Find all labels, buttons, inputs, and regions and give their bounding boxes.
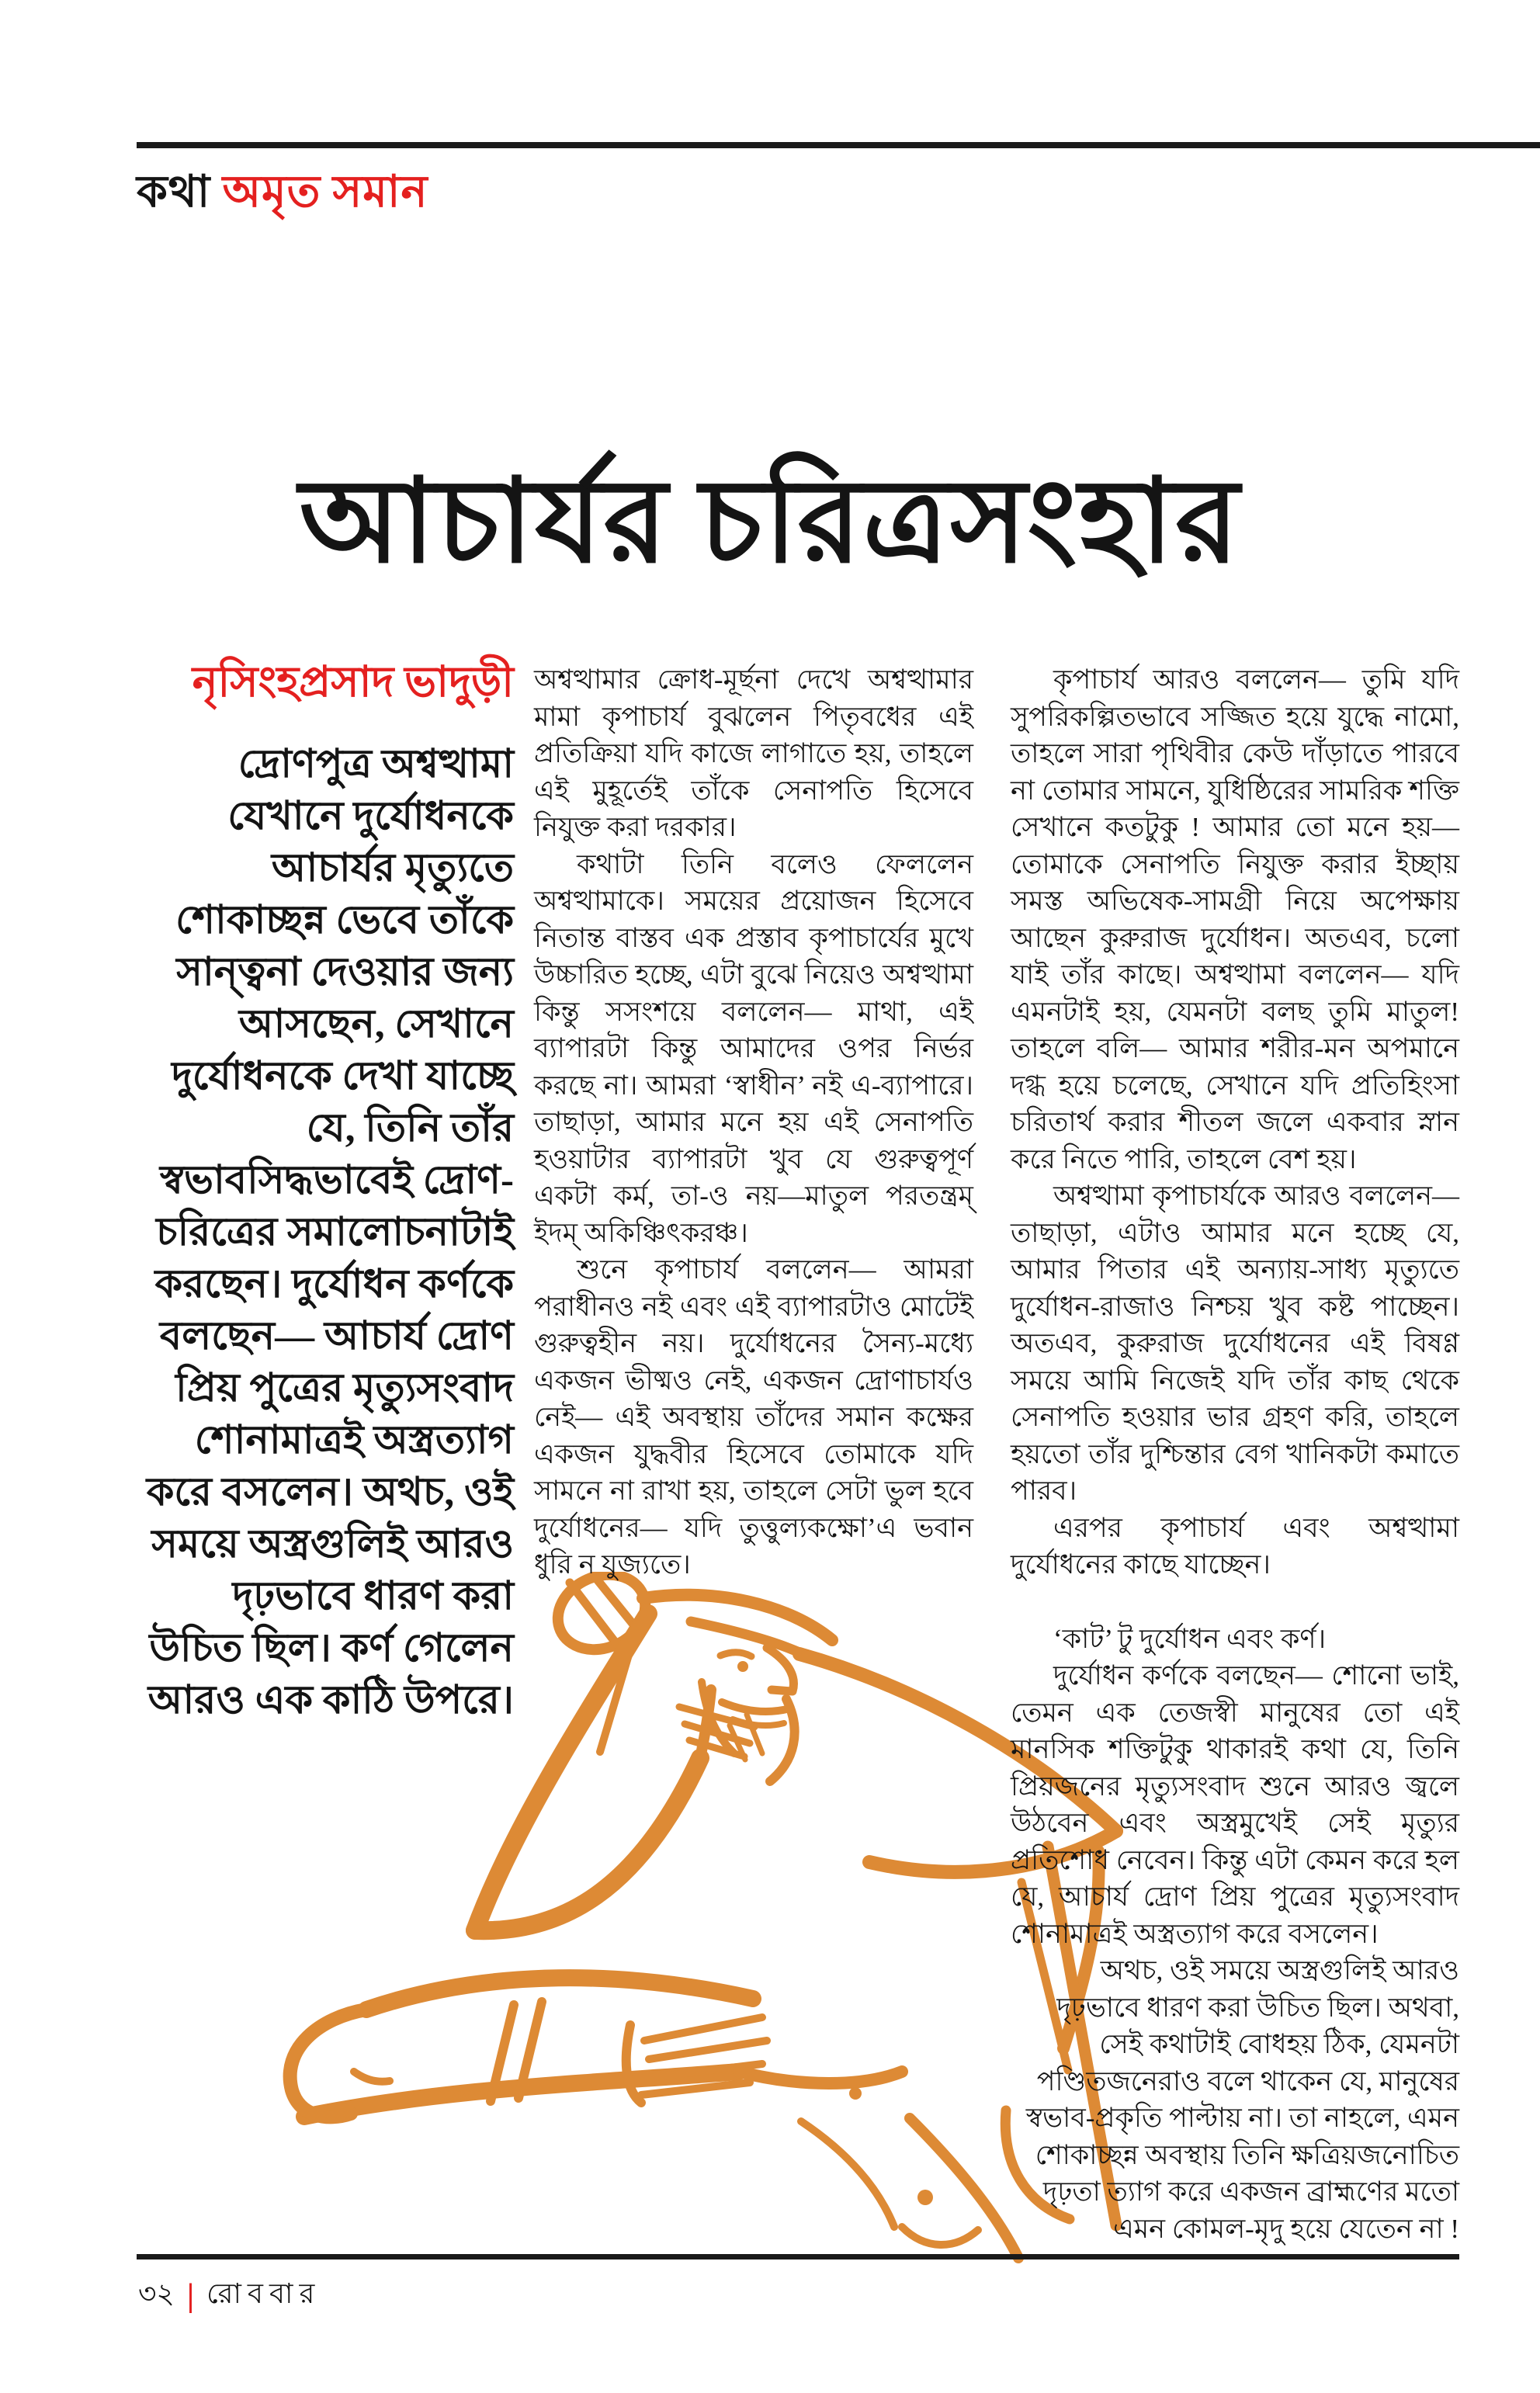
body-paragraph: কথাটা তিনি বলেও ফেললেন অশ্বত্থামাকে। সময়ের প্রয়োজন হিসেবে নিতান্ত বাস্তব এক প্রস্তাব কৃপাচার্যের মুখে উচ্চারিত হচ্ছে, এটা বুঝে নিয়েও অশ্বত্থামা কিন্তু সসংশয়ে বললেন— মাথা, এই ব্যাপারটা কিন্তু আমাদের ওপর নির্ভর করছে না। আমরা ‘স্বাধীন’ নই এ-ব্যাপারে। তাছাড়া, আমার মনে হয় এই সেনাপতি হওয়াটার ব্যাপারটা খুব যে গুরুত্বপূর্ণ একটা কর্ম, তা-ও নয়—মাতুল পরতন্ত্রম্ ইদম্ অকিঞ্চিৎকরঞ্চ। (534, 848, 973, 1248)
section-kicker (137, 158, 428, 232)
body-column-middle (534, 661, 973, 1583)
header-rule (137, 142, 1540, 148)
author-byline: নৃসিংহপ্রসাদ ভাদুড়ী (192, 658, 514, 706)
body-paragraph: কৃপাচার্য আরও বললেন— তুমি যদি সুপরিকল্পিতভাবে সজ্জিত হয়ে যুদ্ধে নামো, তাহলে সারা পৃথিবীর কেউ দাঁড়াতে পারবে না তোমার সামনে, যুধিষ্ঠিরের সামরিক শক্তি সেখানে কতটুকু ! আমার তো মনে হয়— তোমাকে সেনাপতি নিযুক্ত করার ইচ্ছায় সমস্ত অভিষেক-সামগ্রী নিয়ে অপেক্ষায় আছেন কুরুরাজ দুর্যোধন। অতএব, চলো যাই তাঁর কাছে। অশ্বত্থামা বললেন— যদি এমনটাই হয়, যেমনটা বলছ তুমি মাতুল! তাহলে বলি— আমার শরীর-মন অপমানে দগ্ধ হয়ে চলেছে, সেখানে যদি প্রতিহিংসা চরিতার্থ করার শীতল জলে একবার স্নান করে নিতে পারি, তাহলে বেশ হয়। (1011, 664, 1459, 1174)
page-number: ৩২ (138, 2278, 175, 2309)
body-paragraph: দুর্যোধন কর্ণকে বলছেন— শোনো ভাই, তেমন এক তেজস্বী মানুষের তো এই মানসিক শক্তিটুকু থাকারই কথা যে, তিনি প্রিয়জনের মৃত্যুসংবাদ শুনে আরও জ্বলে উঠবেন এবং অস্ত্রমুখেই সেই মৃত্যুর প্রতিশোধ নেবেন। কিন্তু এটা কেমন করে হল যে, আচার্য দ্রোণ প্রিয় পুত্রের মৃত্যুসংবাদ শোনামাত্রই অস্ত্রত্যাগ করে বসলেন। (1011, 1660, 1459, 1949)
article-title: আচার্যর চরিত্রসংহার (299, 458, 1241, 587)
body-column-right (1011, 661, 1459, 2247)
body-paragraph-wrapped: অথচ, ওই সময়ে অস্ত্রগুলিই আরও দৃঢ়ভাবে ধারণ করা উচিত ছিল। অথবা, সেই কথাটাই বোধহয় ঠিক, যেমনটা পণ্ডিতজনেরাও বলে থাকেন যে, মানুষের স্বভাব-প্রকৃতি পাল্টায় না। তা নাহলে, এমন শোকাচ্ছন্ন অবস্থায় তিনি ক্ষত্রিয়জনোচিত দৃঢ়তা ত্যাগ করে একজন ব্রাহ্মণের মতো এমন কোমল-মৃদু হয়ে যেতেন না ! (1025, 1955, 1459, 2244)
magazine-name: রোববার (206, 2278, 321, 2309)
footer-rule (137, 2254, 1459, 2259)
body-paragraph: শুনে কৃপাচার্য বললেন— আমরা পরাধীনও নই এবং এই ব্যাপারটাও মোটেই গুরুত্বহীন নয়। দুর্যোধনের সৈন্য-মধ্যে একজন ভীষ্মও নেই, একজন দ্রোণাচার্যও নেই— এই অবস্থায় তাঁদের সমান কক্ষের একজন যুদ্ধবীর হিসেবে তোমাকে যদি সামনে না রাখা হয়, তাহলে সেটা ভুল হবে দুর্যোধনের— যদি তুত্তুল্যকক্ষো’এ ভবান ধুরি ন যুজ্যতে। (534, 1254, 973, 1580)
body-paragraph: এরপর কৃপাচার্য এবং অশ্বত্থামা দুর্যোধনের কাছে যাচ্ছেন। (1011, 1512, 1459, 1580)
body-paragraph: ‘কাট’ টু দুর্যোধন এবং কর্ণ। (1053, 1623, 1327, 1654)
footer-separator: | (186, 2278, 195, 2314)
standfirst-intro: দ্রোণপুত্র অশ্বত্থামা যেখানে দুর্যোধনকে আচার্যর মৃত্যুতে শোকাচ্ছন্ন ভেবে তাঁকে সান্ত্বনা দেওয়ার জন্য আসছেন, সেখানে দুর্যোধনকে দেখা যাচ্ছে যে, তিনি তাঁর স্বভাবসিদ্ধভাবেই দ্রোণ-চরিত্রের সমালোচনাটাই করছেন। দুর্যোধন কর্ণকে বলছেন— আচার্য দ্রোণ প্রিয় পুত্রের মৃত্যুসংবাদ শোনামাত্রই অস্ত্রত্যাগ করে বসলেন। অথচ, ওই সময়ে অস্ত্রগুলিই আরও দৃঢ়ভাবে ধারণ করা উচিত ছিল। কর্ণ গেলেন আরও এক কাঠি উপরে। (146, 743, 514, 1722)
body-paragraph: অশ্বত্থামার ক্রোধ-মূর্ছনা দেখে অশ্বত্থামার মামা কৃপাচার্য বুঝলেন পিতৃবধের এই প্রতিক্রিয়া যদি কাজে লাগাতে হয়, তাহলে এই মুহূর্তেই তাঁকে সেনাপতি হিসেবে নিযুক্ত করা দরকার। (534, 664, 973, 842)
page-footer (138, 2273, 321, 2319)
body-paragraph: অশ্বত্থামা কৃপাচার্যকে আরও বললেন— তাছাড়া, এটাও আমার মনে হচ্ছে যে, আমার পিতার এই অন্যায়-সাধ্য মৃত্যুতে দুর্যোধন-রাজাও নিশ্চয় খুব কষ্ট পাচ্ছেন। অতএব, কুরুরাজ দুর্যোধনের এই বিষণ্ণ সময়ে আমি নিজেই যদি তাঁর কাছ থেকে সেনাপতি হওয়ার ভার গ্রহণ করি, তাহলে হয়তো তাঁর দুশ্চিন্তার বেগ খানিকটা কমাতে পারব। (1011, 1181, 1459, 1506)
kicker-black: কথা (137, 168, 223, 217)
kicker-red: অমৃত সমান (222, 168, 428, 217)
